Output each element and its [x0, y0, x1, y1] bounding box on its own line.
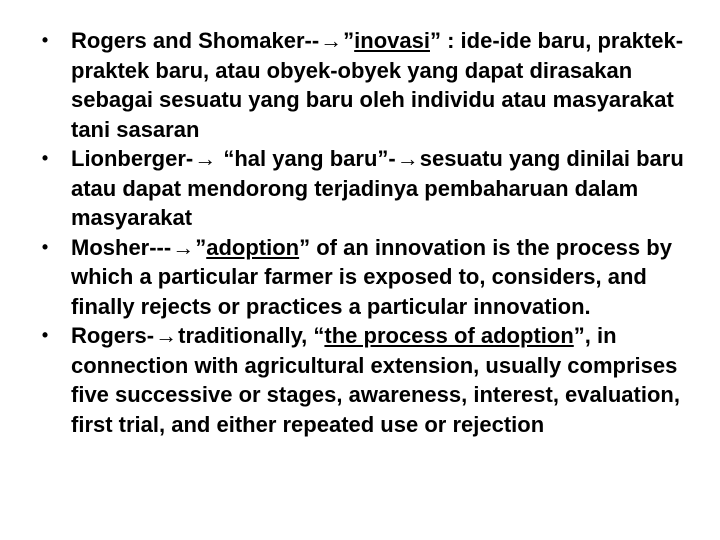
bullet-item [38, 26, 698, 144]
bullet-dot: • [41, 30, 49, 50]
underlined-term: the process of adoption [324, 323, 574, 348]
bullet-text: ” [195, 234, 207, 260]
bullet-list [38, 26, 698, 439]
bullet-text: Lionberger- [71, 146, 194, 171]
arrow-icon: → [172, 234, 195, 260]
bullet-text: ” of an innovation is the process by which a particular farmer is exposed to, considers, and finally rejects or practices a particular innovation. [71, 234, 672, 319]
bullet-text: Mosher--- [71, 234, 172, 260]
bullet-item [38, 321, 698, 439]
bullet-dot: • [41, 148, 49, 168]
arrow-icon: → [194, 146, 217, 171]
bullet-text: Rogers and Shomaker-- [71, 28, 320, 53]
arrow-icon: → [155, 323, 178, 348]
bullet-text: “hal yang baru”- [217, 146, 396, 171]
bullet-text: sesuatu yang dinilai baru atau dapat mendorong terjadinya pembaharuan dalam masyarakat [71, 146, 684, 230]
arrow-icon: → [320, 28, 343, 53]
bullet-text: ”, in connection with agricultural extension, usually comprises five successive or stages, awareness, interest, evaluation, first trial, and either repeated use or rejection [71, 323, 680, 437]
bullet-text: Rogers- [71, 323, 155, 348]
underlined-term: inovasi [354, 28, 430, 53]
arrow-icon: → [396, 146, 419, 171]
bullet-text: ” : ide-ide baru, praktek-praktek baru, atau obyek-obyek yang dapat dirasakan sebagai sesuatu yang baru oleh individu atau masyarakat tani sasaran [71, 28, 684, 142]
underlined-term: adoption [206, 234, 300, 260]
bullet-dot: • [41, 325, 49, 345]
bullet-text: ” [343, 28, 355, 53]
bullet-text: traditionally, “ [178, 323, 325, 348]
bullet-item [38, 144, 698, 233]
bullet-item [38, 233, 698, 322]
bullet-dot: • [41, 236, 49, 257]
